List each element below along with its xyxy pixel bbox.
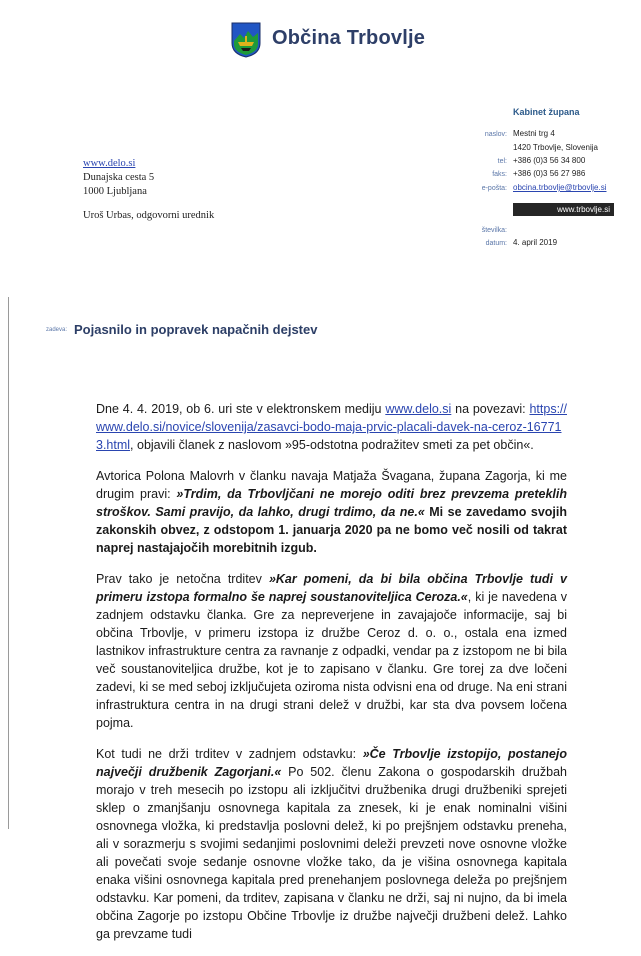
body-text: na povezavi: — [451, 402, 530, 416]
body-text: Prav tako je netočna trditev — [96, 572, 269, 586]
email-label: e-pošta: — [481, 185, 507, 192]
article-link[interactable]: https://www.delo.si/novice/slovenija/zasavci-bodo-maja-prvic-placali-davek-na-ceroz-167713.html — [96, 402, 567, 452]
address-line-2: 1420 Trbovlje, Slovenija — [513, 143, 598, 152]
municipality-title: Občina Trbovlje — [272, 27, 426, 49]
number-label: številka: — [481, 227, 507, 234]
body-text: Kot tudi ne drži trditev v zadnjem odstavku: — [96, 747, 363, 761]
phone-number: +386 (0)3 56 34 800 — [513, 156, 586, 165]
phone-label: tel: — [497, 158, 507, 165]
body-paragraph-3 — [96, 570, 567, 732]
recipient-street: Dunajska cesta 5 — [83, 172, 155, 183]
left-margin-rule — [8, 297, 9, 829]
delo-link[interactable]: www.delo.si — [385, 402, 452, 416]
email-link[interactable]: obcina.trbovlje@trbovlje.si — [513, 183, 607, 192]
body-text: Dne 4. 4. 2019, ob 6. uri ste v elektronskem mediju — [96, 402, 386, 416]
body-text: Avtorica Polona Malovrh v članku navaja Matjaža Švagana, župana Zagorja, ki me drugim pravi: — [96, 469, 567, 501]
body-paragraph-4 — [96, 745, 567, 943]
recipient-person: Uroš Urbas, odgovorni urednik — [83, 210, 215, 221]
letter-body — [96, 400, 567, 956]
fax-number: +386 (0)3 56 27 986 — [513, 169, 586, 178]
address-label: naslov: — [484, 131, 507, 138]
quote: »Če Trbovlje izstopijo, postanejo največji družbenik Zagorjani.« — [96, 747, 567, 779]
body-paragraph-1 — [96, 400, 567, 454]
subject-title: Pojasnilo in popravek napačnih dejstev — [74, 322, 318, 337]
body-emphasis: Mi se zavedamo svojih zakonskih obvez, z odstopom 1. januarja 2020 pa ne bomo več nosili od takrat naprej nastajajočih morebitnih izgub. — [96, 505, 567, 555]
body-text: , objavili članek z naslovom »95-odstotna podražitev smeti za pet občin«. — [130, 438, 534, 452]
quote: »Kar pomeni, da bi bila občina Trbovlje tudi v primeru izstopa formalno še naprej soustanoviteljica Ceroza.« — [96, 572, 567, 604]
subject-label: zadeva: — [46, 327, 68, 333]
body-text: , ki je navedena v zadnjem odstavku članka. Gre za nepreverjene in zavajajoče informacije, saj bi občina Trbovlje, v primeru izstopa iz družbe Ceroz d. o. o., ostala ena izmed lastnikov infrastrukture centra za ravnanje z odpadki, vendar pa z izstopom ne bi bila več soustanoviteljica družbe, kot je to zapisano v članku. Gre torej za dve ločeni zadevi, ki se med seboj izključujeta oziroma nista odvisni ena od druge. Na eni strani infrastruktura centra in na drugi strani delež v družbi, kar sta dva povsem ločena pojma. — [96, 590, 567, 730]
recipient-site-link[interactable]: www.delo.si — [83, 158, 136, 169]
body-paragraph-2 — [96, 467, 567, 557]
coat-of-arms-icon — [231, 22, 261, 58]
date-label: datum: — [485, 240, 507, 247]
quote: »Trdim, da Trbovljčani ne morejo oditi brez prevzema preteklih stroškov. Sami pravijo, da lahko, drugi trdimo, da ne.« — [96, 487, 567, 519]
fax-label: faks: — [492, 171, 507, 178]
recipient-city: 1000 Ljubljana — [83, 186, 147, 197]
office-name: Kabinet župana — [513, 107, 580, 117]
date-value: 4. april 2019 — [513, 238, 558, 247]
body-text: Po 502. členu Zakona o gospodarskih družbah morajo v treh mesecih po izstopu ali izključitvi družbenika drugi družbeniki sprejeti sklep o zmanjšanju osnovnega kapitala za znesek, ki je enak nominalni višini osnovnega vložka, ki predstavlja poslovni delež, ki po prejšnjem odstavku preneha, ali v sorazmerju s svojimi sedanjimi poslovnimi deleži prevzeti nove osnovne vložke ali povečati svoje sedanje osnovne vložke tako, da je višina osnovnega kapitala enaka višini osnovnega kapitala pred prenehanjem poslovnega deleža po prejšnjem odstavku. Kar pomeni, da trditev, zapisana v članku ne drži, saj ni nujno, da bi imela občina Zagorje po izstopu Občine Trbovlje iz družbe največji družbeni delež. Lahko ga prevzame tudi — [96, 765, 567, 941]
website-bar[interactable]: www.trbovlje.si — [513, 203, 614, 216]
address-line-1: Mestni trg 4 — [513, 129, 555, 138]
